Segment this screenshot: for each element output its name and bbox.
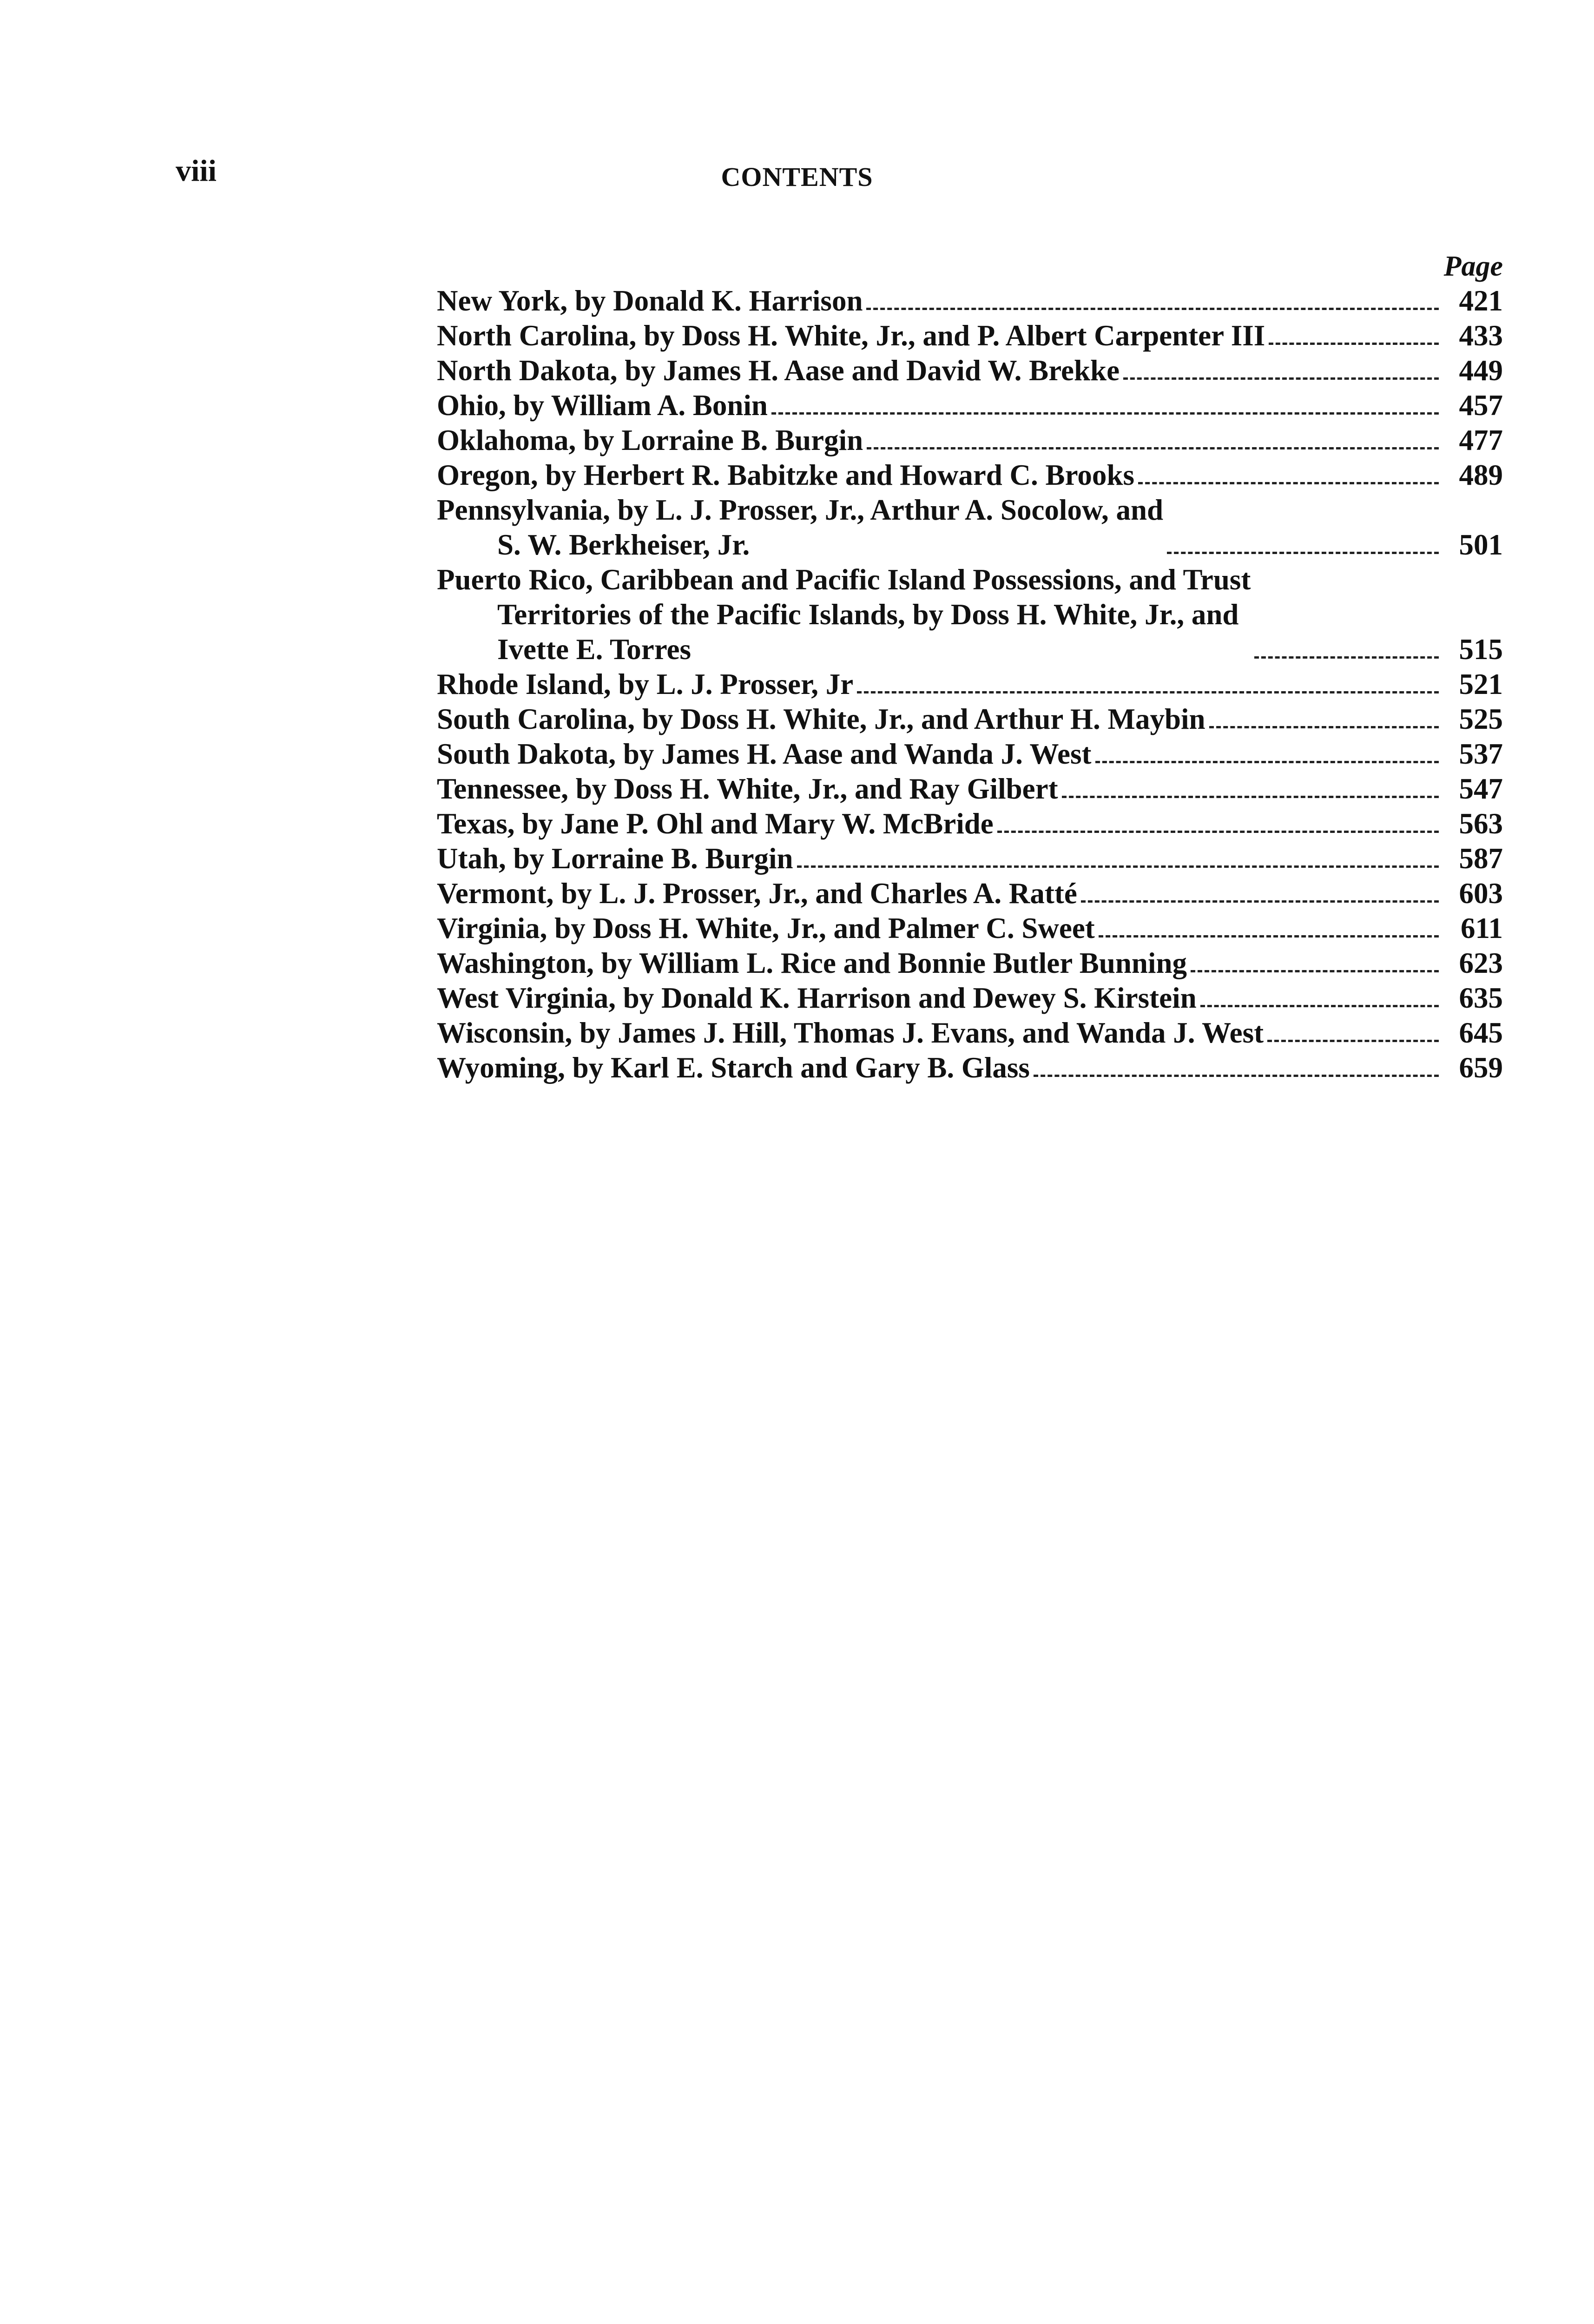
toc-entry-page: 603 bbox=[1459, 877, 1503, 910]
toc-entry-text bbox=[437, 737, 1443, 772]
toc-entry bbox=[437, 423, 1503, 458]
toc-entry bbox=[437, 946, 1503, 981]
dot-leader bbox=[857, 691, 1439, 693]
toc-entry-title: South Carolina, by Doss H. White, Jr., and Arthur H. Maybin bbox=[437, 703, 1205, 735]
toc-entry-title: North Carolina, by Doss H. White, Jr., and P. Albert Carpenter III bbox=[437, 319, 1265, 352]
toc-entry-text bbox=[437, 772, 1443, 806]
toc-entry-title: New York, by Donald K. Harrison bbox=[437, 284, 863, 317]
toc-entry-page: 611 bbox=[1460, 912, 1503, 944]
toc-entry-text bbox=[437, 841, 1443, 876]
toc-entry-page: 521 bbox=[1459, 668, 1503, 700]
toc-entry-page: 563 bbox=[1459, 807, 1503, 840]
toc-entry bbox=[437, 737, 1503, 772]
toc-entry-page: 623 bbox=[1459, 947, 1503, 979]
toc-entry bbox=[437, 841, 1503, 876]
toc-entry-page: 537 bbox=[1459, 738, 1503, 770]
toc-entry-page: 457 bbox=[1459, 389, 1503, 422]
dot-leader bbox=[1191, 970, 1439, 972]
toc-entry bbox=[437, 981, 1503, 1016]
toc-entry bbox=[437, 458, 1503, 493]
toc-entry-text bbox=[437, 388, 1443, 423]
toc-entry-text bbox=[437, 493, 1443, 562]
dot-leader bbox=[1200, 1005, 1439, 1007]
toc-entry-page: 501 bbox=[1459, 528, 1503, 561]
toc-entry-page: 489 bbox=[1459, 459, 1503, 491]
toc-entry-text bbox=[437, 806, 1443, 841]
toc-entry-title: Vermont, by L. J. Prosser, Jr., and Charles A. Ratté bbox=[437, 877, 1077, 910]
dot-leader bbox=[867, 447, 1439, 449]
dot-leader bbox=[797, 865, 1439, 868]
dot-leader bbox=[1209, 726, 1439, 728]
running-head: CONTENTS bbox=[721, 162, 873, 192]
toc-entry-text bbox=[437, 353, 1443, 388]
toc-entry-page: 421 bbox=[1459, 284, 1503, 317]
table-of-contents bbox=[437, 284, 1503, 1085]
dot-leader bbox=[1123, 377, 1439, 380]
toc-entry-title: Wyoming, by Karl E. Starch and Gary B. Glass bbox=[437, 1051, 1030, 1084]
toc-entry-text bbox=[437, 284, 1443, 318]
toc-entry-title: Tennessee, by Doss H. White, Jr., and Ray Gilbert bbox=[437, 772, 1058, 805]
toc-entry-title: Wisconsin, by James J. Hill, Thomas J. Evans, and Wanda J. West bbox=[437, 1017, 1264, 1049]
toc-entry bbox=[437, 876, 1503, 911]
toc-entry-title: South Dakota, by James H. Aase and Wanda J. West bbox=[437, 738, 1092, 770]
toc-entry bbox=[437, 702, 1503, 737]
toc-entry bbox=[437, 1016, 1503, 1050]
toc-entry-text bbox=[437, 1050, 1443, 1085]
dot-leader bbox=[997, 831, 1439, 833]
toc-entry bbox=[437, 318, 1503, 353]
toc-entry bbox=[437, 1050, 1503, 1085]
toc-entry-page: 525 bbox=[1459, 703, 1503, 735]
toc-entry-title: Virginia, by Doss H. White, Jr., and Palmer C. Sweet bbox=[437, 912, 1095, 944]
toc-entry bbox=[437, 806, 1503, 841]
toc-entry-title: Rhode Island, by L. J. Prosser, Jr bbox=[437, 668, 854, 700]
toc-entry-text bbox=[437, 667, 1443, 702]
toc-entry bbox=[437, 353, 1503, 388]
page-number: viii bbox=[176, 154, 217, 188]
toc-entry-text bbox=[437, 1016, 1443, 1050]
dot-leader bbox=[1095, 761, 1439, 763]
dot-leader bbox=[1138, 482, 1439, 484]
toc-entry-title: Ohio, by William A. Bonin bbox=[437, 389, 768, 422]
page-column-label: Page bbox=[1443, 251, 1503, 282]
toc-entry-page: 433 bbox=[1459, 319, 1503, 352]
dot-leader bbox=[1267, 1040, 1439, 1042]
toc-entry bbox=[437, 911, 1503, 946]
dot-leader bbox=[1254, 656, 1439, 659]
toc-entry bbox=[437, 562, 1503, 667]
toc-entry bbox=[437, 284, 1503, 318]
dot-leader bbox=[771, 412, 1439, 415]
dot-leader bbox=[866, 308, 1439, 310]
toc-entry-page: 659 bbox=[1459, 1051, 1503, 1084]
toc-entry-title: West Virginia, by Donald K. Harrison and Dewey S. Kirstein bbox=[437, 982, 1197, 1014]
toc-entry-text bbox=[437, 876, 1443, 911]
dot-leader bbox=[1269, 343, 1439, 345]
toc-entry-page: 587 bbox=[1459, 842, 1503, 875]
dot-leader bbox=[1034, 1075, 1439, 1077]
toc-entry-text bbox=[437, 702, 1443, 737]
dot-leader bbox=[1167, 552, 1439, 554]
dot-leader bbox=[1099, 935, 1439, 938]
toc-entry-title: Oklahoma, by Lorraine B. Burgin bbox=[437, 424, 863, 456]
toc-entry-text bbox=[437, 318, 1443, 353]
toc-entry-text bbox=[437, 423, 1443, 458]
toc-entry bbox=[437, 667, 1503, 702]
toc-entry-page: 645 bbox=[1459, 1017, 1503, 1049]
toc-entry-title: North Dakota, by James H. Aase and David W. Brekke bbox=[437, 354, 1120, 387]
dot-leader bbox=[1062, 796, 1439, 798]
toc-entry-text bbox=[437, 981, 1443, 1016]
dot-leader bbox=[1081, 900, 1439, 903]
toc-entry-text bbox=[437, 911, 1443, 946]
toc-entry bbox=[437, 493, 1503, 562]
toc-entry-title: Puerto Rico, Caribbean and Pacific Island Possessions, and Trust Territories of the Pacific Islands, by Doss H. White, Jr., and Ivette E. Torres bbox=[437, 563, 1251, 666]
toc-entry-page: 477 bbox=[1459, 424, 1503, 456]
toc-entry-page: 449 bbox=[1459, 354, 1503, 387]
toc-entry-title: Washington, by William L. Rice and Bonnie Butler Bunning bbox=[437, 947, 1187, 979]
toc-entry-title: Texas, by Jane P. Ohl and Mary W. McBride bbox=[437, 807, 994, 840]
toc-entry-page: 515 bbox=[1459, 633, 1503, 666]
toc-entry-page: 635 bbox=[1459, 982, 1503, 1014]
toc-entry-title: Oregon, by Herbert R. Babitzke and Howard C. Brooks bbox=[437, 459, 1134, 491]
toc-entry-page: 547 bbox=[1459, 772, 1503, 805]
toc-entry-text bbox=[437, 946, 1443, 981]
toc-entry-text bbox=[437, 562, 1443, 667]
toc-entry bbox=[437, 772, 1503, 806]
toc-entry bbox=[437, 388, 1503, 423]
toc-entry-title: Pennsylvania, by L. J. Prosser, Jr., Arthur A. Socolow, and S. W. Berkheiser, Jr. bbox=[437, 494, 1164, 561]
toc-entry-title: Utah, by Lorraine B. Burgin bbox=[437, 842, 793, 875]
toc-entry-text bbox=[437, 458, 1443, 493]
